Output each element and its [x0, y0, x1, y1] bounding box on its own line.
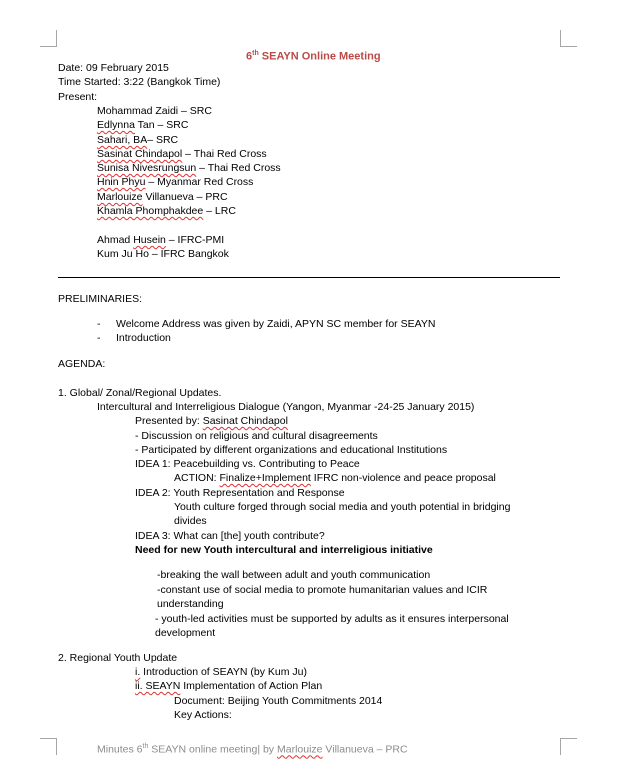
- agenda-heading: AGENDA:: [58, 358, 106, 370]
- attendee: Sahari, BA– SRC: [97, 134, 179, 146]
- idea-3: IDEA 3: What can [the] youth contribute?: [135, 530, 325, 542]
- idea-3-need: Need for new Youth intercultural and interreligious initiative: [135, 544, 433, 556]
- attendee: Sasinat Chindapol – Thai Red Cross: [97, 148, 267, 160]
- margin-corner-bottom-left: [40, 738, 57, 755]
- margin-corner-bottom-right: [560, 738, 577, 755]
- margin-corner-top-right: [560, 30, 577, 47]
- idea-1-action: ACTION: Finalize+Implement IFRC non-violence and peace proposal: [174, 472, 496, 484]
- discussion-note: - Discussion on religious and cultural disagreements: [135, 430, 378, 442]
- idea-2-note: Youth culture forged through social media and youth potential in bridging: [174, 501, 511, 513]
- horizontal-rule: [58, 277, 560, 278]
- margin-corner-top-left: [40, 30, 57, 47]
- note-youth-led-cont: development: [155, 627, 216, 639]
- preliminary-item: Introduction: [116, 332, 171, 344]
- key-actions-label: Key Actions:: [174, 709, 232, 721]
- idea-2: IDEA 2: Youth Representation and Response: [135, 487, 345, 499]
- time-started: Time Started: 3:22 (Bangkok Time): [58, 76, 221, 88]
- attendee: Marlouize Villanueva – PRC: [97, 191, 228, 203]
- bullet-dash: -: [97, 318, 101, 330]
- idea-1: IDEA 1: Peacebuilding vs. Contributing to Peace: [135, 458, 360, 470]
- participation-note: - Participated by different organizations and educational Institutions: [135, 444, 448, 456]
- sub-item-i: i. Introduction of SEAYN (by Kum Ju): [135, 666, 307, 678]
- page-footer: Minutes 6th SEAYN online meeting| by Marlouize Villanueva – PRC: [97, 743, 408, 756]
- ifrc-attendee: Ahmad Husein – IFRC-PMI: [97, 234, 225, 246]
- attendee: Edlynna Tan – SRC: [97, 119, 189, 131]
- document-reference: Document: Beijing Youth Commitments 2014: [174, 695, 383, 707]
- attendee: Mohammad Zaidi – SRC: [97, 105, 212, 117]
- document-title: 6th SEAYN Online Meeting: [246, 50, 381, 63]
- attendee: Sunisa Nivesrungsun – Thai Red Cross: [97, 162, 281, 174]
- dialogue-title: Intercultural and Interreligious Dialogue (Yangon, Myanmar -24-25 January 2015): [97, 401, 475, 413]
- bullet-dash: -: [97, 332, 101, 344]
- present-label: Present:: [58, 91, 98, 103]
- agenda-item-1: 1. Global/ Zonal/Regional Updates.: [58, 387, 222, 399]
- meeting-date: Date: 09 February 2015: [58, 62, 169, 74]
- preliminaries-heading: PRELIMINARIES:: [58, 293, 143, 305]
- ifrc-attendee: Kum Ju Ho – IFRC Bangkok: [97, 248, 229, 260]
- preliminary-item: Welcome Address was given by Zaidi, APYN SC member for SEAYN: [116, 318, 436, 330]
- agenda-item-2: 2. Regional Youth Update: [58, 652, 178, 664]
- attendee: Hnin Phyu – Myanmar Red Cross: [97, 176, 254, 188]
- presenter: Presented by: Sasinat Chindapol: [135, 415, 288, 427]
- note-social-media-cont: understanding: [157, 598, 224, 610]
- sub-item-ii: ii. SEAYN Implementation of Action Plan: [135, 680, 323, 692]
- attendee: Khamla Phomphakdee – LRC: [97, 205, 236, 217]
- note-social-media: -constant use of social media to promote humanitarian values and ICIR: [157, 584, 488, 596]
- idea-2-note-cont: divides: [174, 515, 207, 527]
- note-breaking: -breaking the wall between adult and youth communication: [157, 569, 431, 581]
- note-youth-led: - youth-led activities must be supported by adults as it ensures interpersonal: [155, 613, 509, 625]
